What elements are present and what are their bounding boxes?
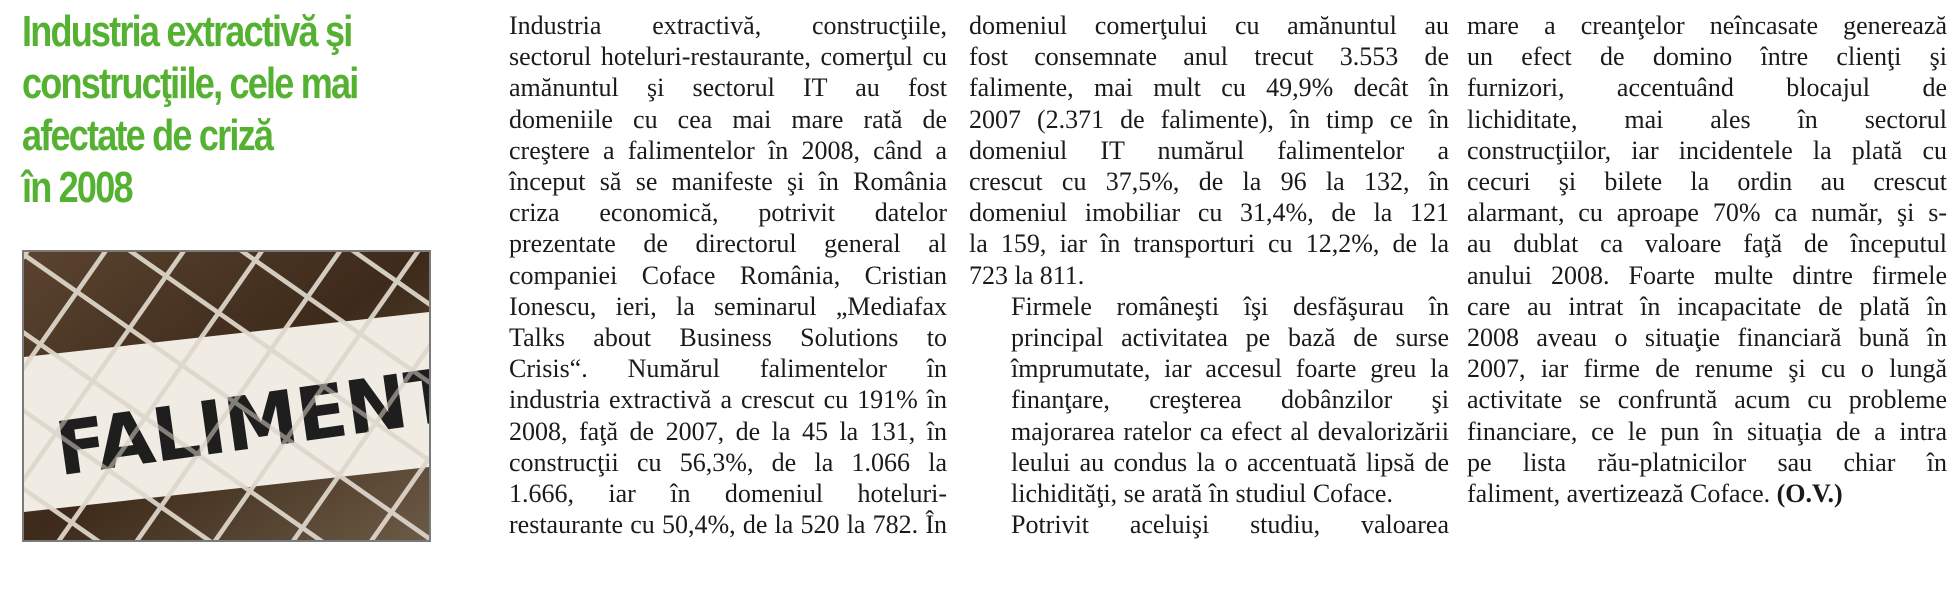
text-line: cecuri şi bilete la ordin au crescut: [1467, 167, 1947, 197]
text-line: mare a creanţelor neîncasate generează: [1467, 11, 1947, 40]
text-line: [1467, 478, 1947, 509]
text-line: Potrivit aceluişi studiu, valoarea: [1011, 510, 1449, 540]
headline-line: construcţiile, cele mai: [22, 59, 358, 108]
text-line: furnizori, accentuând blocajul de: [1467, 73, 1947, 103]
text-line: domeniul IT numărul falimentelor a: [969, 135, 1449, 165]
text-line: leului au condus la o accentuată lipsă de: [1011, 447, 1449, 477]
text-line: 2008, faţă de 2007, de la 45 la 131, în: [509, 416, 947, 446]
text-line: activitate se confruntă acum cu probleme: [1467, 385, 1947, 415]
text-line: prezentate de directorul general al: [509, 229, 947, 259]
text-line: au dublat ca valoare faţă de începutul: [1467, 229, 1947, 259]
text-line: construcţiilor, iar incidentele la plată cu: [1467, 135, 1947, 165]
text-line: Crisis“. Numărul falimentelor în: [509, 354, 947, 384]
text-line: Industria extractivă, construcţiile,: [509, 11, 947, 40]
author-credit: (O.V.): [1776, 479, 1843, 509]
article-photo: [22, 250, 431, 542]
text-line: 1.666, iar în domeniul hoteluri-: [509, 479, 947, 509]
text-line: Firmele româneşti îşi desfăşurau în: [1011, 291, 1449, 321]
text-line: 723 la 811.: [969, 260, 1085, 290]
text-line: Talks about Business Solutions to: [509, 323, 947, 353]
text-line: pe lista rău-platnicilor sau chiar în: [1467, 447, 1947, 477]
text-line: restaurante cu 50,4%, de la 520 la 782. În: [509, 510, 947, 540]
text-line: majorarea ratelor ca efect al devalorizării: [1011, 416, 1449, 446]
text-line: anului 2008. Foarte multe dintre firmele: [1467, 260, 1947, 290]
text-line: falimente, mai mult cu 49,9% decât în: [969, 73, 1449, 103]
headline-line: Industria extractivă şi: [22, 7, 352, 56]
faliment-photo-graphic: [24, 252, 429, 540]
text-line: lichiditate, mai ales în sectorul: [1467, 104, 1947, 134]
text-line: amănuntul şi sectorul IT au fost: [509, 73, 947, 103]
text-line: financiare, ce le pun în situaţia de a intra: [1467, 416, 1947, 446]
text-line: 2007, iar firme de renume şi cu o lungă: [1467, 354, 1947, 384]
text-line: un efect de domino între clienţi şi: [1467, 42, 1947, 72]
paragraph: [1467, 10, 1947, 509]
text-line: împrumutate, iar accesul foarte greu la: [1011, 354, 1449, 384]
text-line: Ionescu, ieri, la seminarul „Mediafax: [509, 291, 947, 321]
text-line: care au intrat în incapacitate de plată în: [1467, 291, 1947, 321]
text-line: la 159, iar în transporturi cu 12,2%, de la: [969, 229, 1449, 259]
text-line: lichidităţi, se arată în studiul Coface.: [1011, 479, 1393, 509]
text-line: industria extractivă a crescut cu 191% în: [509, 385, 947, 415]
text-line: sectorul hoteluri-restaurante, comerţul cu: [509, 42, 947, 72]
text-line: criza economică, potrivit datelor: [509, 198, 947, 228]
article-column-2: [969, 10, 1449, 540]
paragraph: [969, 291, 1449, 509]
headline-line: în 2008: [22, 163, 132, 212]
article-column-1: [467, 10, 947, 540]
text-line: companiei Coface România, Cristian: [509, 260, 947, 290]
text-line: finanţare, creşterea dobânzilor şi: [1011, 385, 1449, 415]
text-line: 2007 (2.371 de falimente), în timp ce în: [969, 104, 1449, 134]
text-line: creştere a falimentelor în 2008, când a: [509, 135, 947, 165]
headline-line: afectate de criză: [22, 111, 273, 160]
paragraph: [467, 10, 947, 540]
text-line: domeniul imobiliar cu 31,4%, de la 121: [969, 198, 1449, 228]
article-column-3: [1467, 10, 1947, 509]
text-line: 2008 aveau o situaţie financiară bună în: [1467, 323, 1947, 353]
text-line: domeniile cu cea mai mare rată de: [509, 104, 947, 134]
paragraph: [969, 509, 1449, 540]
text-line: crescut cu 37,5%, de la 96 la 132, în: [969, 167, 1449, 197]
text-line-content: faliment, avertizează Coface.: [1467, 479, 1771, 509]
paragraph: [969, 10, 1449, 291]
text-line: alarmant, cu aproape 70% ca număr, şi s-: [1467, 198, 1947, 228]
text-line: construcţii cu 56,3%, de la 1.066 la: [509, 447, 947, 477]
text-line: domeniul comerţului cu amănuntul au: [969, 11, 1449, 40]
article-headline: [22, 6, 366, 214]
text-line: început să se manifeste şi în România: [509, 167, 947, 197]
text-line: principal activitatea pe bază de surse: [1011, 323, 1449, 353]
text-line: fost consemnate anul trecut 3.553 de: [969, 42, 1449, 72]
